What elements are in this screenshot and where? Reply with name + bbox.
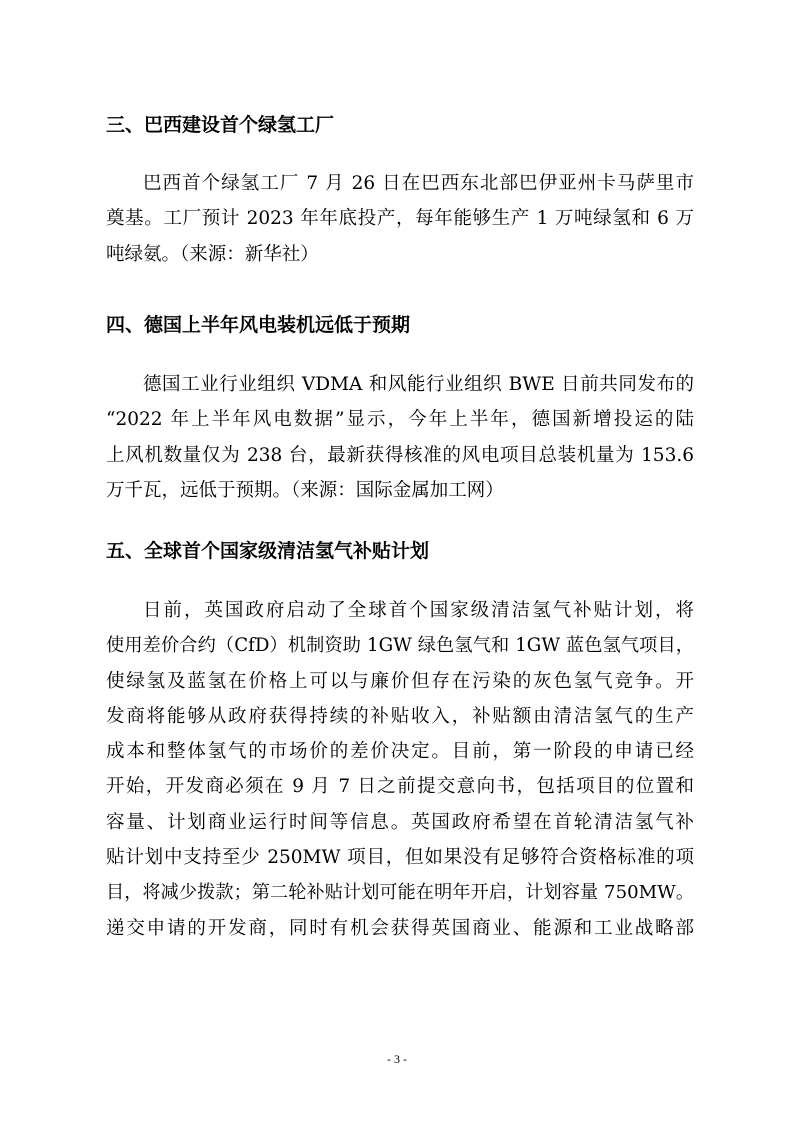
paragraph-line: 上风机数量仅为 238 台，最新获得核准的风电项目总装机量为 153.6 [106,444,694,466]
paragraph-line: 日前，英国政府启动了全球首个国家级清洁氢气补贴计划，将 [143,600,694,621]
section-heading-uk-hydrogen-subsidy: 五、全球首个国家级清洁氢气补贴计划 [106,540,430,562]
paragraph-line: 德国工业行业组织 VDMA 和风能行业组织 BWE 日前共同发布的 [143,374,694,395]
paragraph-line: 使绿氢及蓝氢在价格上可以与廉价但存在污染的灰色氢气竞争。开 [106,670,694,692]
paragraph-line: 吨绿氨。（来源：新华社） [106,243,319,265]
paragraph-line: 递交申请的开发商，同时有机会获得英国商业、能源和工业战略部 [106,917,694,939]
paragraph-line: “2022 年上半年风电数据”显示，今年上半年，德国新增投运的陆 [106,409,694,431]
section-paragraph-germany-wind-power [106,367,694,508]
section-heading-germany-wind-power: 四、德国上半年风电装机远低于预期 [106,314,411,336]
paragraph-line: 目，将减少拨款；第二轮补贴计划可能在明年开启，计划容量 750MW。 [106,882,694,904]
paragraph-line: 巴西首个绿氢工厂 7 月 26 日在巴西东北部巴伊亚州卡马萨里市 [143,173,694,194]
paragraph-line: 使用差价合约（CfD）机制资助 1GW 绿色氢气和 1GW 蓝色氢气项目， [106,635,694,657]
paragraph-line: 发商将能够从政府获得持续的补贴收入，补贴额由清洁氢气的生产 [106,705,694,727]
section-paragraph-uk-hydrogen-subsidy [106,593,694,946]
paragraph-line: 容量、计划商业运行时间等信息。英国政府希望在首轮清洁氢气补 [106,811,694,833]
section-paragraph-brazil-green-hydrogen [106,166,694,272]
paragraph-line: 开始，开发商必须在 9 月 7 日之前提交意向书，包括项目的位置和 [106,776,694,798]
section-heading-brazil-green-hydrogen: 三、巴西建设首个绿氢工厂 [106,114,335,136]
page-number: - 3 - [387,1052,407,1066]
paragraph-line: 万千瓦，远低于预期。（来源：国际金属加工网） [106,479,504,501]
paragraph-line: 奠基。工厂预计 2023 年年底投产，每年能够生产 1 万吨绿氢和 6 万 [106,208,694,230]
paragraph-line: 成本和整体氢气的市场价的差价决定。目前，第一阶段的申请已经 [106,741,694,763]
paragraph-line: 贴计划中支持至少 250MW 项目，但如果没有足够符合资格标准的项 [106,847,694,869]
